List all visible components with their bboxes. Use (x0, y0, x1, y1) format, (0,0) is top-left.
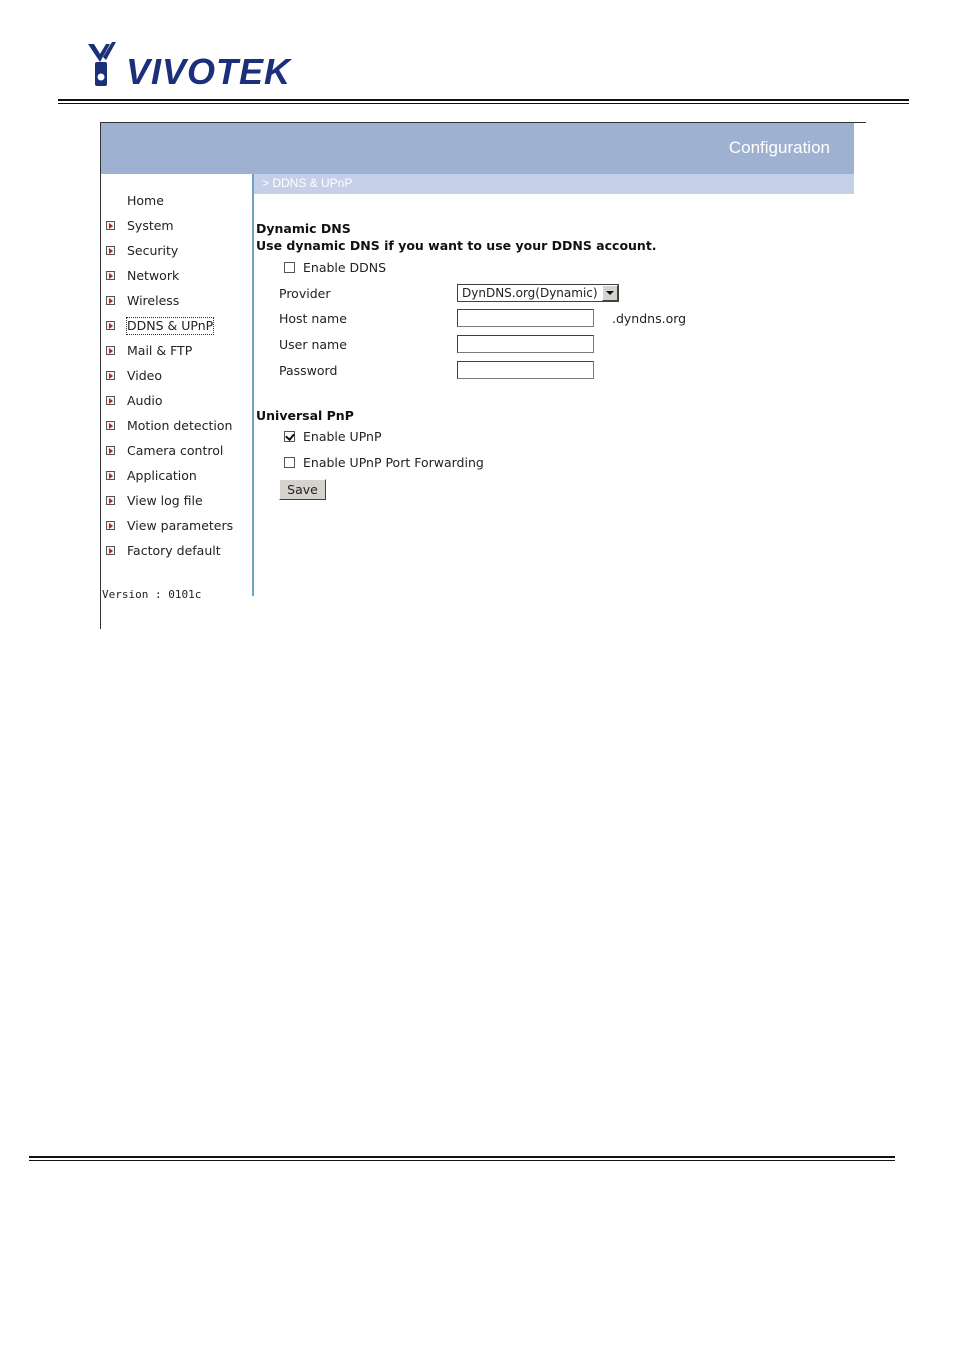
arrow-icon (106, 296, 115, 305)
sidebar-item-label: Video (127, 368, 163, 383)
sidebar-item-label: View parameters (127, 518, 234, 533)
arrow-icon (106, 371, 115, 380)
sidebar-item-label: Motion detection (127, 418, 233, 433)
password-label: Password (279, 363, 338, 378)
chevron-down-icon[interactable] (602, 285, 618, 301)
arrow-icon (106, 521, 115, 530)
sidebar-item-application[interactable] (101, 466, 252, 486)
sidebar-item-label: Camera control (127, 443, 224, 458)
enable-ddns-checkbox[interactable] (284, 262, 295, 273)
sidebar-item-view-log-file[interactable] (101, 491, 252, 511)
sidebar-nav (101, 174, 252, 596)
sidebar-item-video[interactable] (101, 366, 252, 386)
upnp-section-title: Universal PnP (256, 408, 354, 423)
hostname-suffix: .dyndns.org (612, 311, 687, 326)
logo-mark-icon (86, 42, 126, 90)
arrow-icon (106, 221, 115, 230)
sidebar-item-label: System (127, 218, 174, 233)
enable-upnp-checkbox[interactable] (284, 431, 295, 442)
hostname-label: Host name (279, 311, 347, 326)
sidebar-item-camera-control[interactable] (101, 441, 252, 461)
sidebar-item-mail-ftp[interactable] (101, 341, 252, 361)
sidebar-item-ddns-upnp[interactable] (101, 316, 252, 336)
logo-text: VIVOTEK (126, 51, 292, 92)
sidebar-item-home[interactable] (101, 191, 252, 211)
enable-upnp-label: Enable UPnP (303, 429, 382, 444)
arrow-icon (106, 421, 115, 430)
arrow-icon (106, 546, 115, 555)
sidebar-item-factory-default[interactable] (101, 541, 252, 561)
sidebar-item-label: Factory default (127, 543, 221, 558)
sidebar-item-motion-detection[interactable] (101, 416, 252, 436)
sidebar-item-label: Network (127, 268, 180, 283)
arrow-icon (106, 471, 115, 480)
breadcrumb (254, 174, 854, 194)
hostname-input[interactable] (457, 309, 594, 327)
sidebar-item-wireless[interactable] (101, 291, 252, 311)
sidebar-item-security[interactable] (101, 241, 252, 261)
enable-ddns-label: Enable DDNS (303, 260, 387, 275)
sidebar-item-label: Mail & FTP (127, 343, 193, 358)
sidebar-item-label: Application (127, 468, 197, 483)
sidebar-item-label: DDNS & UPnP (127, 318, 214, 333)
username-input[interactable] (457, 335, 594, 353)
arrow-icon (106, 321, 115, 330)
breadcrumb-text: > DDNS & UPnP (262, 176, 353, 190)
upnp-port-forwarding-label: Enable UPnP Port Forwarding (303, 455, 484, 470)
version-text: Version : 0101c (102, 588, 202, 601)
banner-title: Configuration (728, 138, 830, 157)
arrow-icon (106, 346, 115, 355)
sidebar-item-label: Home (127, 193, 164, 208)
sidebar-item-view-parameters[interactable] (101, 516, 252, 536)
sidebar-item-label: Wireless (127, 293, 180, 308)
ddns-section-title: Dynamic DNS (256, 221, 351, 236)
footer-rule (29, 1156, 895, 1161)
upnp-port-forwarding-checkbox[interactable] (284, 457, 295, 468)
password-input[interactable] (457, 361, 594, 379)
vivotek-logo (86, 42, 296, 94)
sidebar-item-audio[interactable] (101, 391, 252, 411)
save-button[interactable]: Save (279, 479, 326, 500)
header-rule (58, 99, 909, 104)
sidebar-item-label: View log file (127, 493, 203, 508)
username-label: User name (279, 337, 347, 352)
config-banner (101, 123, 854, 174)
arrow-icon (106, 446, 115, 455)
sidebar-item-system[interactable] (101, 216, 252, 236)
provider-label: Provider (279, 286, 331, 301)
sidebar-item-label: Audio (127, 393, 163, 408)
arrow-icon (106, 246, 115, 255)
provider-select[interactable] (457, 284, 619, 302)
sidebar-item-label: Security (127, 243, 179, 258)
arrow-icon (106, 396, 115, 405)
ddns-description: Use dynamic DNS if you want to use your DDNS account. (256, 238, 657, 253)
sidebar-divider (252, 174, 254, 596)
arrow-icon (106, 496, 115, 505)
arrow-icon (106, 271, 115, 280)
provider-selected-value: DynDNS.org(Dynamic) (462, 286, 598, 300)
sidebar-item-network[interactable] (101, 266, 252, 286)
